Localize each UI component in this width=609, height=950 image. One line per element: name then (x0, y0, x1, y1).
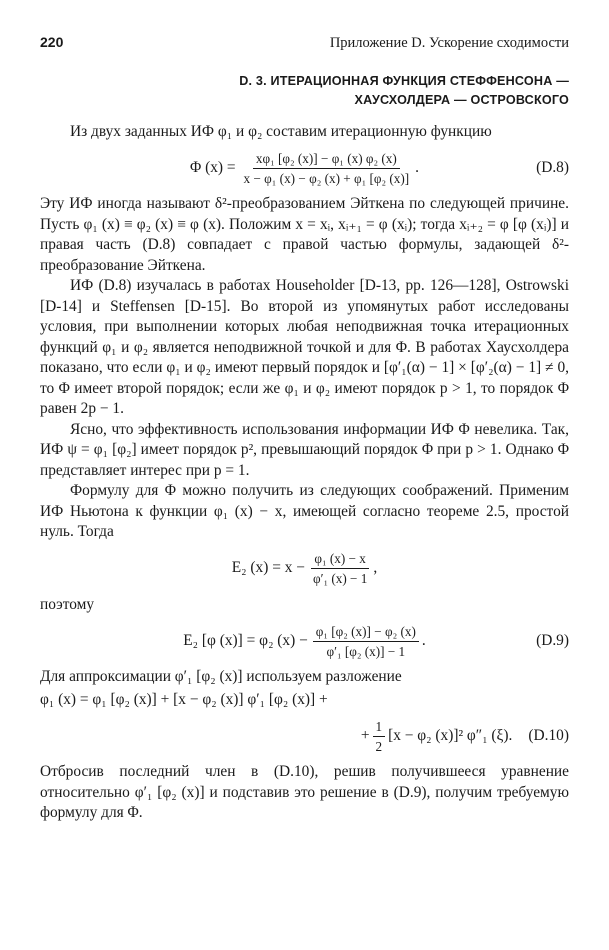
paragraph-7: Для аппроксимации φ′₁ [φ₂ (x)] используем разложение (40, 668, 402, 685)
equation-e2 (40, 549, 569, 589)
page-number: 220 (40, 34, 64, 50)
equation-d9-numerator: φ₁ [φ₂ (x)] − φ₂ (x) (313, 623, 419, 642)
section-title-line-1: D. 3. ИТЕРАЦИОННАЯ ФУНКЦИЯ СТЕФФЕНСОНА — (239, 73, 569, 88)
equation-d10-half-denominator: 2 (375, 738, 383, 754)
paragraph-5: Формулу для Φ можно получить из следующих соображений. Применим ИФ Ньютона к функции φ₁ (x) − x, имеющей согласно теореме 2.5, простой нуль. Тогда (40, 482, 569, 540)
paragraph-3: ИФ (D.8) изучалась в работах Householder [D-13, pp. 126—128], Ostrowski [D-14] и Steffensen [D-15]. Во второй из упомянутых работ исследованы условия, при выполнении которых любая неподвижная точка итерационных функций φ₁ и φ₂ является неподвижной точкой и для Φ. В работах Хаусхолдера показано, что если φ₁ и φ₂ имеют первый порядок и [φ′₁(α) − 1] × [φ′₂(α) − 1] ≠ 0, то Φ имеет второй порядок; если же φ₁ и φ₂ имеют порядок p > 1, то порядок Φ равен 2p − 1. (40, 277, 569, 417)
equation-e2-fraction (310, 550, 370, 587)
equation-d8-tag: (D.8) (536, 158, 569, 176)
section-title-line-2: ХАУСХОЛДЕРА — ОСТРОВСКОГО (354, 92, 569, 107)
equation-d9-trail: . (421, 631, 426, 649)
section-title (40, 72, 569, 110)
equation-d8-trail: . (415, 158, 420, 176)
paragraph-1: Из двух заданных ИФ φ₁ и φ₂ составим итерационную функцию (70, 122, 492, 140)
equation-d10-half-numerator: 1 (373, 718, 386, 737)
running-title: Приложение D. Ускорение сходимости (329, 35, 569, 51)
equation-d9-fraction (313, 623, 419, 660)
equation-e2-numerator: φ₁ (x) − x (311, 550, 369, 569)
equation-d9-lhs: E₂ [φ (x)] = φ₂ (x) − (183, 631, 308, 649)
equation-d10-half (373, 718, 386, 755)
equation-d10-line-2 (40, 716, 569, 756)
equation-d10-rest: [x − φ₂ (x)]² φ″₁ (ξ). (388, 726, 513, 744)
equation-d8 (40, 148, 569, 188)
paragraph-6: поэтому (40, 595, 95, 613)
equation-e2-lhs: E₂ (x) = x − (231, 559, 305, 577)
page-header (40, 32, 569, 54)
equation-e2-trail: , (373, 559, 378, 577)
equation-d8-fraction (241, 150, 413, 187)
paragraph-2: Эту ИФ иногда называют δ²-преобразованием Эйткена по следующей причине. Пусть φ₁ (x) ≡ φ₂ (x) ≡ φ (x). Положим x = xᵢ, xᵢ₊₁ = φ (xᵢ); тогда xᵢ₊₂ = φ [φ (xᵢ)] и правая часть (D.8) совпадает с правой частью формулы, задающей δ²-преобразование Эйткена. (40, 195, 569, 274)
equation-e2-denominator: φ′₁ (x) − 1 (312, 571, 368, 586)
equation-d8-numerator: xφ₁ [φ₂ (x)] − φ₁ (x) φ₂ (x) (253, 150, 400, 169)
equation-d9-tag: (D.9) (536, 631, 569, 649)
equation-d10-line-1: φ₁ (x) = φ₁ [φ₂ (x)] + [x − φ₂ (x)] φ′₁ [φ₂ (x)] + (40, 690, 328, 708)
paragraph-8: Отбросив последний член в (D.10), решив получившееся уравнение относительно φ′₁ [φ₂ (x)] и подставив это решение в (D.9), получим требуемую формулу для Φ. (40, 763, 569, 821)
equation-d9 (40, 621, 569, 661)
paragraph-4: Ясно, что эффективность использования информации ИФ Φ невелика. Так, ИФ ψ = φ₁ [φ₂] имеет порядок p², превышающий порядок Φ при p > 1. Однако Φ представляет интерес при p = 1. (40, 420, 569, 479)
equation-d8-denominator: x − φ₁ (x) − φ₂ (x) + φ₁ [φ₂ (x)] (243, 170, 410, 186)
equation-d9-denominator: φ′₁ [φ₂ (x)] − 1 (326, 643, 406, 659)
equation-d10-tag: (D.10) (528, 726, 569, 744)
equation-d10-plus: + (360, 726, 370, 744)
equation-d8-lhs: Φ (x) = (189, 158, 236, 176)
